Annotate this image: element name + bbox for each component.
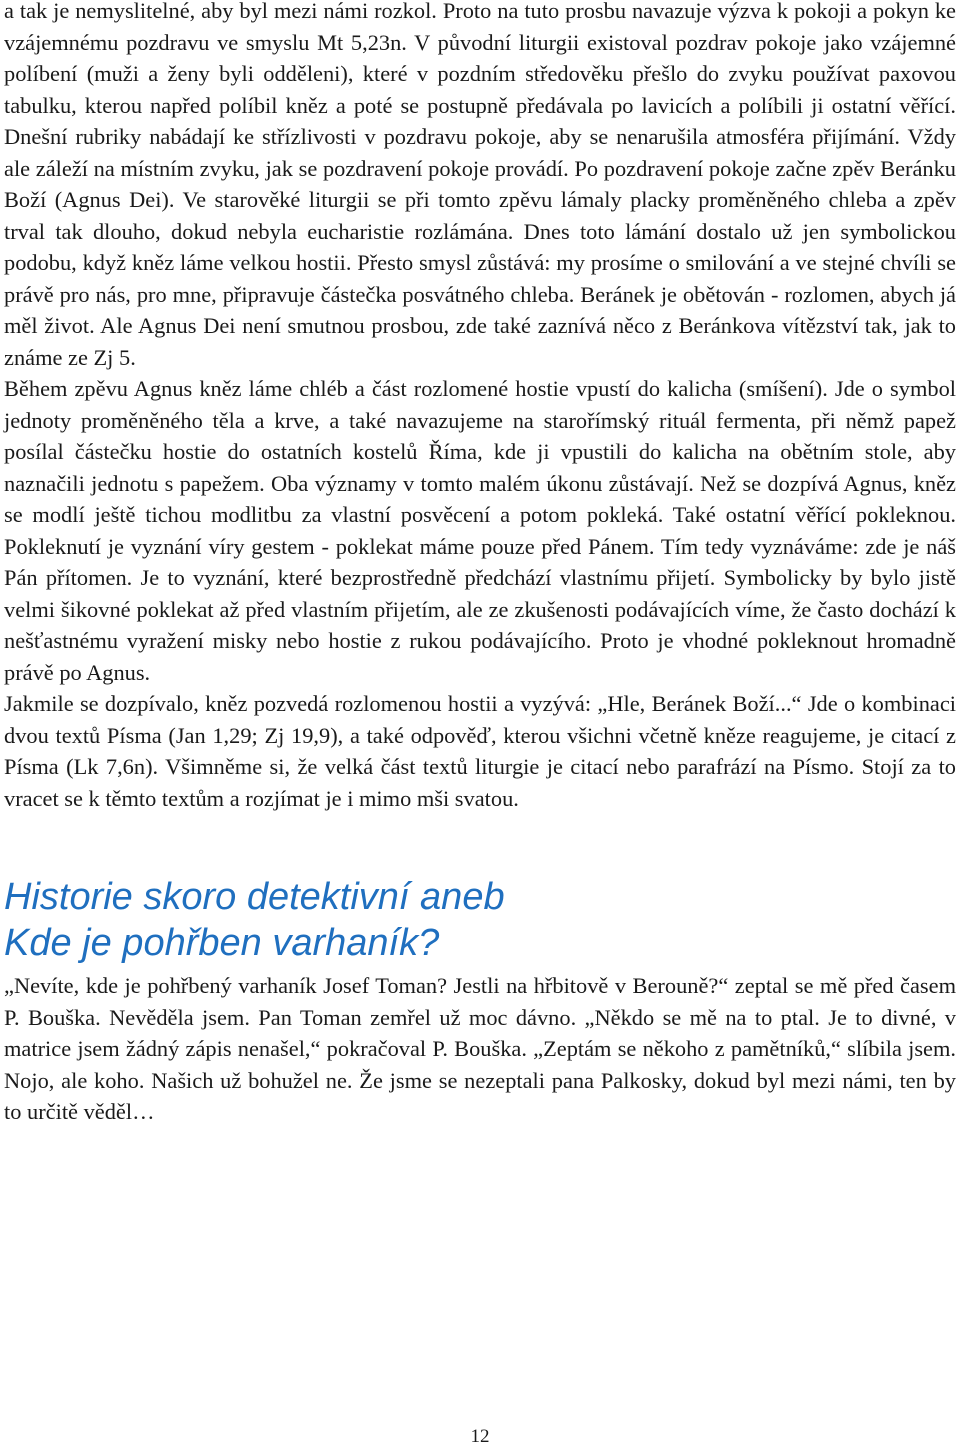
paragraph-peace-greeting: a tak je nemyslitelné, aby byl mezi námi rozkol. Proto na tuto prosbu navazuje výzva k pokoji a pokyn ke vzájemnému pozdravu ve smyslu Mt 5,23n. V původní liturgii existoval pozdrav pokoje jako vzájemné políbení (muži a ženy byli odděleni), které v pozdním středověku přešlo do zvyku používat paxovou tabulku, kterou napřed políbil kněz a poté se postupně předávala po lavicích a políbili ji ostatní věřící. Dnešní rubriky nabádají ke střízlivosti v pozdravu pokoje, aby se nenarušila atmosféra přijímání. Vždy ale záleží na místním zvyku, jak se pozdravení pokoje provádí. Po pozdravení pokoje začne zpěv Beránku Boží (Agnus Dei). Ve starověké liturgii se při tomto zpěvu lámaly placky proměněného chleba a zpěv trval tak dlouho, dokud nebyla eucharistie rozlámána. Dnes toto lámání dostalo už jen symbolickou podobu, když kněz láme velkou hostii. Přesto smysl zůstává: my prosíme o smilování a ve stejné chvíli se právě pro nás, pro mne, připravuje částečka posvátného chleba. Beránek je obětován - rozlomen, abych já měl život. Ale Agnus Dei není smutnou prosbou, zde také zaznívá něco z Beránkova vítězství tak, jak to známe ze Zj 5. [4, 0, 956, 370]
paragraph-fraction-rite: Během zpěvu Agnus kněz láme chléb a část rozlomené hostie vpustí do kalicha (smíšení). Jde o symbol jednoty proměněného těla a krve, a také navazujeme na starořímský rituál fermenta, při němž papež posílal částečku hostie do ostatních kostelů Říma, kde ji vpustili do kalicha na obětním stole, aby naznačili jednotu s papežem. Oba významy v tomto malém úkonu zůstávají. Než se dozpívá Agnus, kněz se modlí ještě tichou modlitbu za vlastní posvěcení a potom pokleká. Také ostatní věřící pokleknou. Pokleknutí je vyznání víry gestem - poklekat máme pouze před Pánem. Tím tedy vyznáváme: zde je náš Pán přítomen. Je to vyznání, které bezprostředně předchází vlastnímu přijetí. Symbolicky by bylo jistě velmi šikovné poklekat až před vlastním přijetím, ale ze zkušenosti podávajících víme, že často dochází k nešťastnému vyražení misky nebo hostie z rukou podávajícího. Proto je vhodné pokleknout hromadně právě po Agnus. [4, 376, 956, 685]
section-heading-line-2: Kde je pohřben varhaník? [4, 922, 440, 964]
section-heading [4, 874, 956, 966]
paragraph-organist-story: „Nevíte, kde je pohřbený varhaník Josef Toman? Jestli na hřbitově v Berouně?“ zeptal se mě před časem P. Bouška. Nevěděla jsem. Pan Toman zemřel už moc dávno. „Někdo se mě na to ptal. Je to divné, v matrice jsem žádný zápis nenašel,“ pokračoval P. Bouška. „Zeptám se někoho z pamětníků,“ slíbila jsem. Nojo, ale koho. Našich už bohužel ne. Že jsme se nezeptali pana Palkosky, dokud byl mezi námi, ten by to určitě věděl… [4, 973, 956, 1124]
paragraph-behold-the-lamb: Jakmile se dozpívalo, kněz pozvedá rozlomenou hostii a vyzývá: „Hle, Beránek Boží...“ Jde o kombinaci dvou textů Písma (Jan 1,29; Zj 19,9), a také odpověď, kterou všichni včetně kněze reagujeme, je citací z Písma (Lk 7,6n). Všimněme si, že velká část textů liturgie je citací nebo parafrází na Písmo. Stojí za to vracet se k těmto textům a rozjímat je i mimo mši svatou. [4, 691, 956, 811]
page-number: 12 [470, 1426, 490, 1447]
section-heading-line-1: Historie skoro detektivní aneb [4, 876, 505, 918]
